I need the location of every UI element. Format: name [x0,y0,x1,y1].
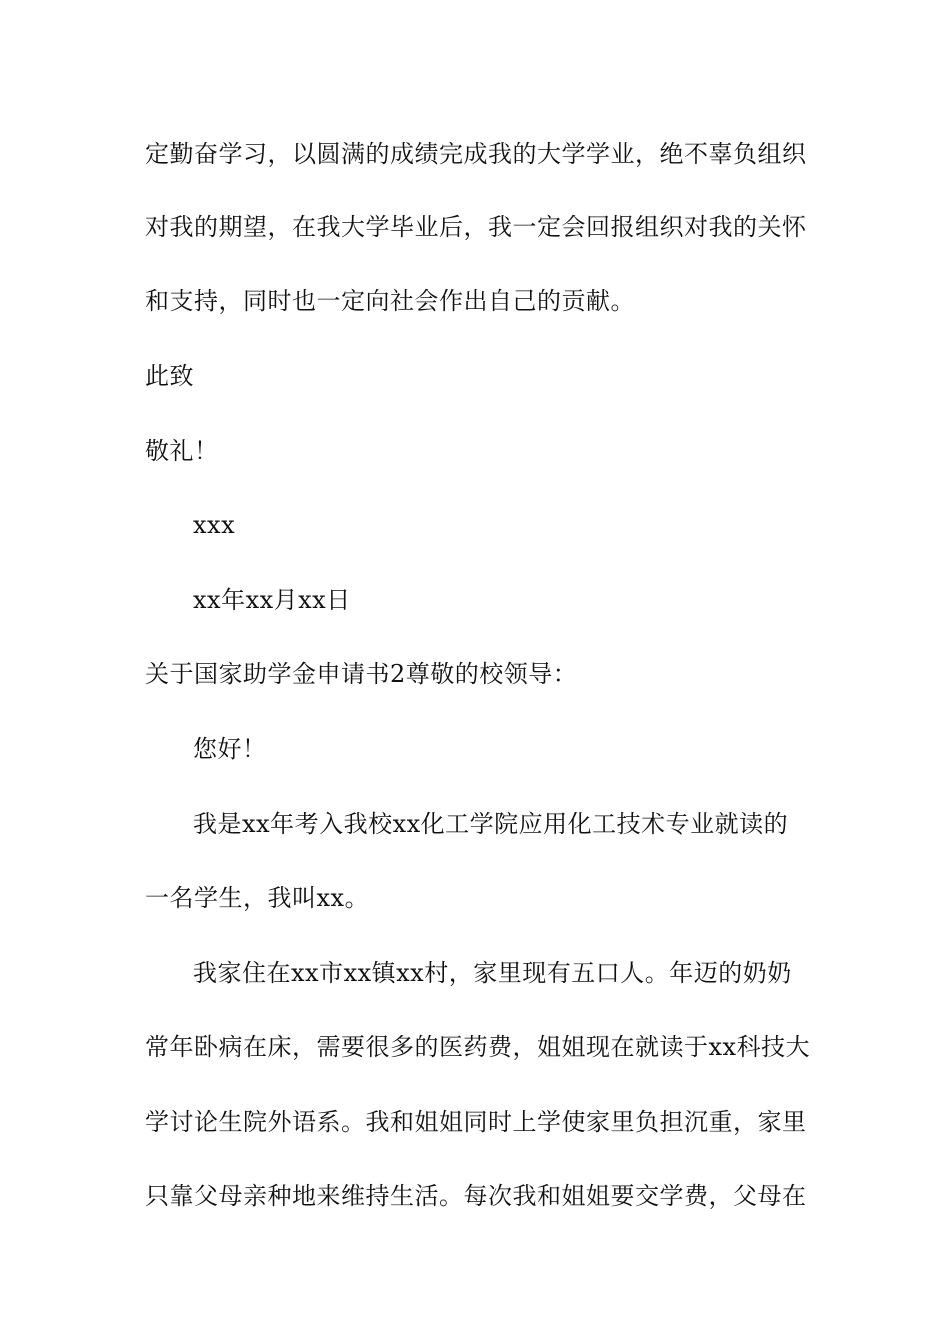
text-line: 对我的期望，在我大学毕业后，我一定会回报组织对我的关怀 [145,213,807,241]
text-line: 我家住在xx市xx镇xx村，家里现有五口人。年迈的奶奶 [193,959,792,987]
text-line: 定勤奋学习，以圆满的成绩完成我的大学学业，绝不辜负组织 [145,140,807,168]
text-line: 常年卧病在床，需要很多的医药费，姐姐现在就读于xx科技大 [145,1033,811,1061]
text-line: 只靠父母亲种地来维持生活。每次我和姐姐要交学费，父母在 [145,1182,807,1210]
closing-salutation: 此致 [145,362,194,390]
signature-date: xx年xx月xx日 [193,586,351,614]
closing-regards: 敬礼！ [145,437,219,465]
text-line: 一名学生，我叫xx。 [145,884,370,912]
text-line: 和支持，同时也一定向社会作出自己的贡献。 [145,287,635,315]
text-line: 学讨论生院外语系。我和姐姐同时上学使家里负担沉重，家里 [145,1108,807,1136]
signature-name: xxx [193,511,236,539]
greeting: 您好！ [193,735,267,763]
text-line: 我是xx年考入我校xx化工学院应用化工技术专业就读的 [193,810,789,838]
section-heading: 关于国家助学金申请书2尊敬的校领导： [145,660,578,688]
